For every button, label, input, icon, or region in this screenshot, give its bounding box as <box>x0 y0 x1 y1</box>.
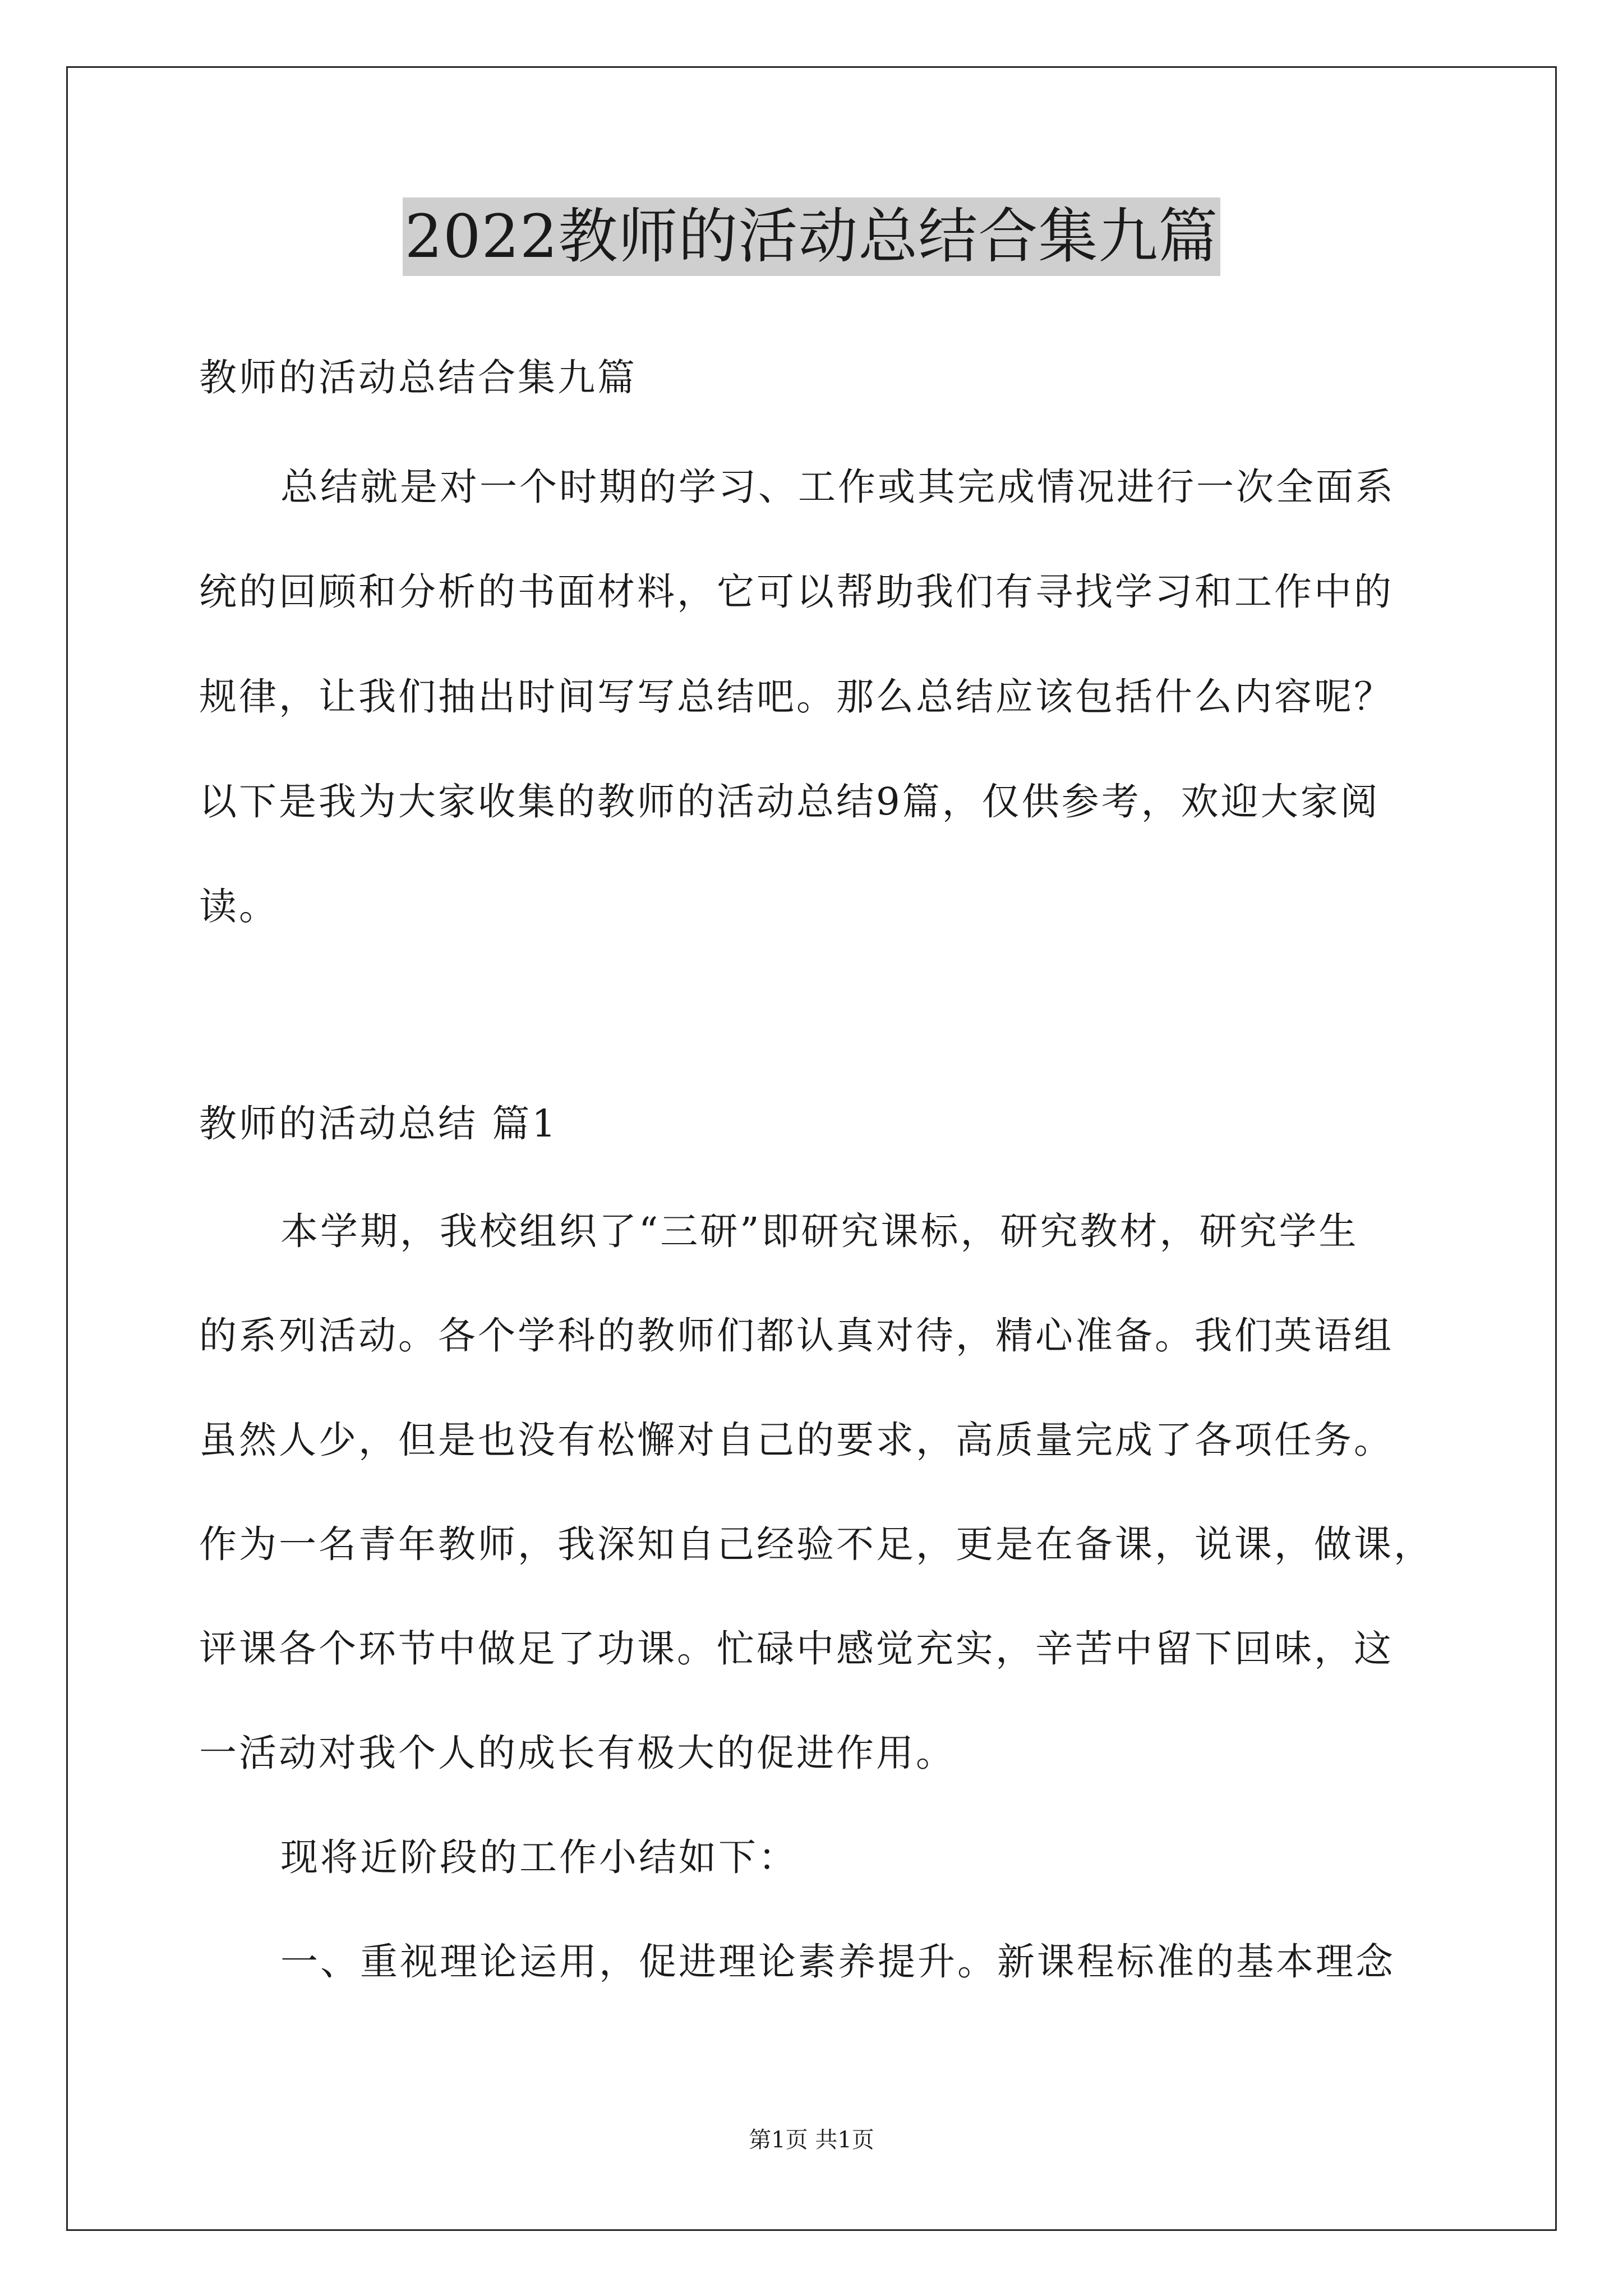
body-line: 本学期，我校组织了“三研”即研究课标，研究教材，研究学生 <box>280 1209 1359 1253</box>
page-footer: 第1页 共1页 <box>749 2127 874 2153</box>
document-title: 2022教师的活动总结合集九篇 <box>403 197 1221 276</box>
body-line: 虽然人少，但是也没有松懈对自己的要求，高质量完成了各项任务。 <box>199 1418 1394 1462</box>
intro-line: 以下是我为大家收集的教师的活动总结9篇，仅供参考，欢迎大家阅 <box>199 780 1380 823</box>
body-line: 作为一名青年教师，我深知自己经验不足，更是在备课，说课，做课， <box>199 1522 1433 1566</box>
section-heading: 教师的活动总结 篇1 <box>199 1102 558 1145</box>
body-line: 现将近阶段的工作小结如下： <box>280 1835 798 1879</box>
body-line: 一活动对我个人的成长有极大的促进作用。 <box>199 1731 956 1775</box>
body-line: 一、重视理论运用，促进理论素养提升。新课程标准的基本理念 <box>280 1940 1395 1984</box>
body-line: 评课各个环节中做足了功课。忙碌中感觉充实，辛苦中留下回味，这 <box>199 1627 1394 1671</box>
document-subtitle: 教师的活动总结合集九篇 <box>199 356 637 399</box>
intro-line: 总结就是对一个时期的学习、工作或其完成情况进行一次全面系 <box>280 465 1395 509</box>
intro-line: 读。 <box>199 885 279 928</box>
intro-line: 统的回顾和分析的书面材料，它可以帮助我们有寻找学习和工作中的 <box>199 570 1394 614</box>
body-line: 的系列活动。各个学科的教师们都认真对待，精心准备。我们英语组 <box>199 1314 1394 1358</box>
title-container <box>0 197 1623 276</box>
intro-line: 规律，让我们抽出时间写写总结吧。那么总结应该包括什么内容呢？ <box>199 675 1394 719</box>
